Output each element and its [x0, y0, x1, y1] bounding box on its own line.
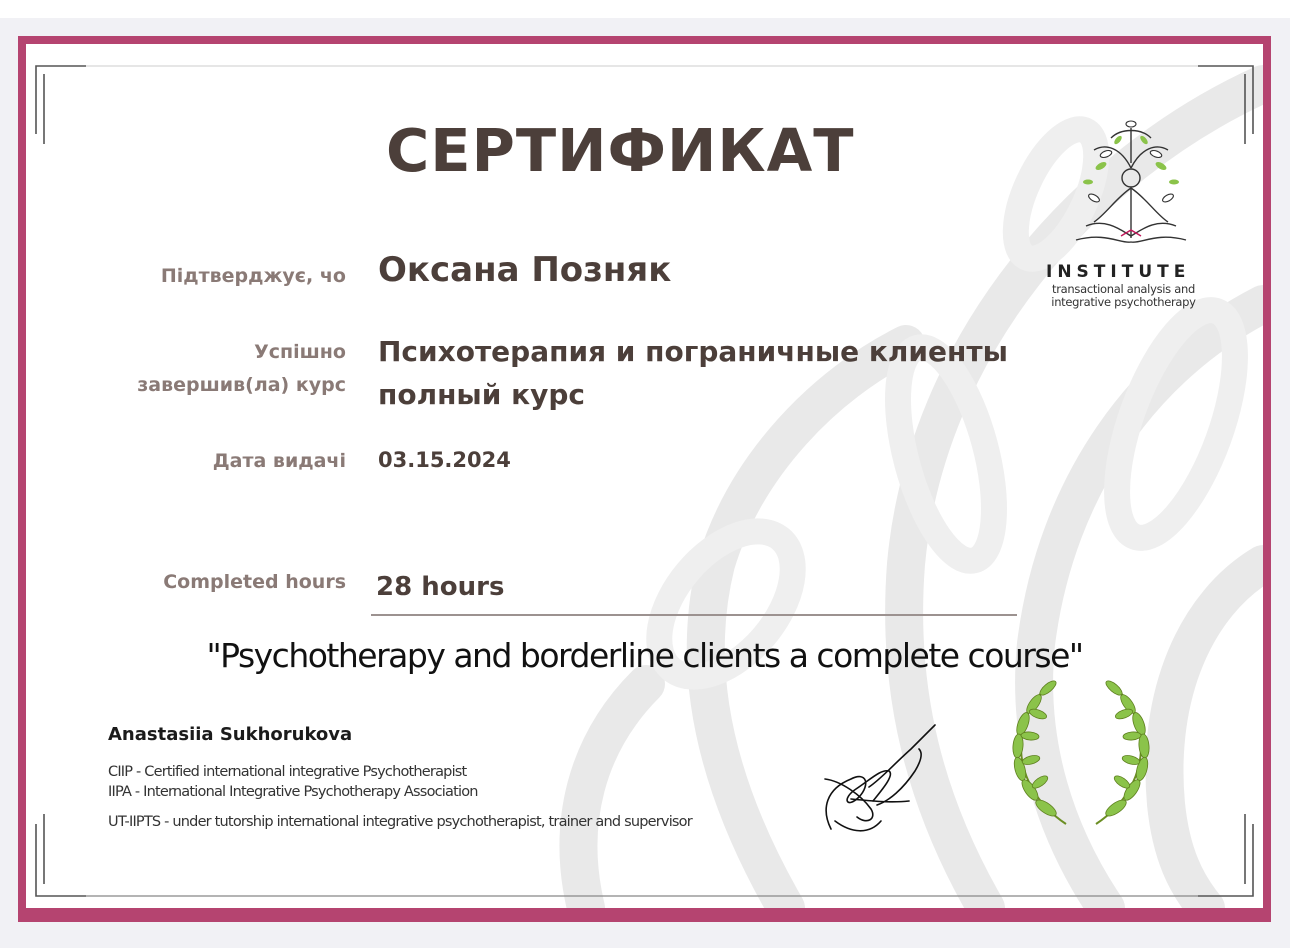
course-name-line1: Психотерапия и пограничные клиенты [378, 335, 1008, 368]
signatory-credential-1: CIIP - Certified international integrative Psychotherapist [108, 764, 467, 780]
signatory-name: Anastasiia Sukhorukova [108, 724, 353, 745]
date-value: 03.15.2024 [378, 448, 511, 472]
certificate-border [18, 36, 1271, 922]
certificate-title: СЕРТИФИКАТ [386, 116, 855, 185]
signatory-credential-3: UT-IIPTS - under tutorship international integrative psychotherapist, trainer and supervisor [108, 814, 692, 830]
signatory-credential-2: IIPA - International Integrative Psychotherapy Association [108, 784, 478, 800]
confirm-label: Підтверджує, чо [160, 265, 346, 287]
course-label-line1: Успішно [254, 341, 346, 363]
certificate-paper [26, 44, 1263, 908]
signature-icon [811, 709, 941, 839]
institute-subtitle-line2: integrative psychotherapy [1051, 295, 1196, 309]
course-name-line2: полный курс [378, 378, 586, 411]
institute-subtitle-line1: transactional analysis and [1052, 282, 1195, 296]
hours-value: 28 hours [376, 572, 505, 602]
hours-underline [371, 614, 1017, 616]
course-label-line2: завершив(ла) курс [137, 374, 346, 396]
hours-label: Completed hours [163, 571, 346, 593]
course-quote: "Psychotherapy and borderline clients a complete course" [206, 636, 1083, 675]
institute-name: INSTITUTE [1046, 262, 1191, 282]
recipient-name: Оксана Позняк [378, 250, 672, 290]
institute-subtitle [1036, 283, 1211, 309]
date-label: Дата видачі [212, 450, 346, 472]
laurel-wreath-icon [996, 674, 1166, 834]
tree-logo-icon [1066, 118, 1196, 248]
top-strip [0, 0, 1290, 18]
